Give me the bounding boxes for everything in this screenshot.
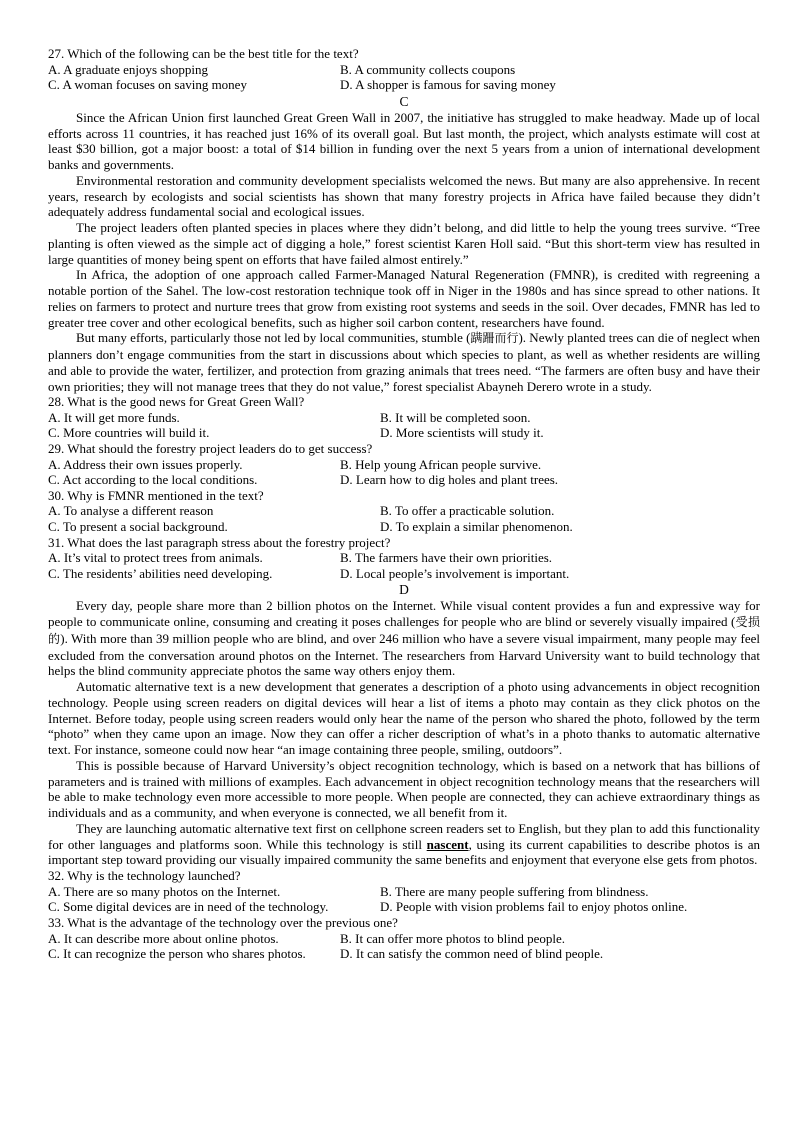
- passage-d-paragraph-4: [48, 821, 760, 868]
- question-30-stem: 30. Why is FMNR mentioned in the text?: [48, 487, 264, 503]
- question-32-option-b[interactable]: B. There are many people suffering from blindness.: [380, 883, 649, 899]
- question-32-option-a[interactable]: A. There are so many photos on the Internet.: [48, 883, 281, 899]
- question-28-option-d[interactable]: D. More scientists will study it.: [380, 425, 544, 441]
- passage-d-paragraph-1: [48, 598, 760, 679]
- passage-d-p4-text-after-emphasis: , using its current capabilities to describe photos is an important step toward providing our visually impaired community the same benefits and enjoyment that everyone else gets from photos.: [48, 836, 760, 868]
- question-28-option-c[interactable]: C. More countries will build it.: [48, 425, 210, 441]
- question-28-option-b[interactable]: B. It will be completed soon.: [380, 409, 531, 425]
- question-33-option-b[interactable]: B. It can offer more photos to blind people.: [340, 930, 566, 946]
- question-31-stem: 31. What does the last paragraph stress about the forestry project?: [48, 534, 391, 550]
- question-33-option-d[interactable]: D. It can satisfy the common need of blind people.: [340, 946, 604, 962]
- question-28-option-a[interactable]: A. It will get more funds.: [48, 409, 180, 425]
- passage-c-paragraph-3: The project leaders often planted species in places where they didn’t belong, and did little to help the young trees survive. “Tree planting is often viewed as the simple act of digging a hole,” forest scientist Karen Holl said. “But this short-term view has resulted in large quantities of money being spent on efforts that have failed almost entirely.”: [48, 220, 760, 267]
- question-31-option-d[interactable]: D. Local people’s involvement is important.: [340, 565, 570, 581]
- question-32-stem: 32. Why is the technology launched?: [48, 868, 241, 884]
- section-d-letter: D: [399, 582, 409, 598]
- passage-c-paragraph-4: In Africa, the adoption of one approach called Farmer-Managed Natural Regeneration (FMNR), is credited with regreening a notable portion of the Sahel. The low-cost restoration technique took off in Niger in the 1980s and has since spread to other nations. It relies on farmers to protect and nurture trees that grow from existing root systems and seeds in the soil. Over decades, FMNR has led to greater tree cover and other ecological benefits, such as higher soil carbon content, researchers have found.: [48, 267, 760, 330]
- question-31-options-row-1: [48, 550, 760, 566]
- question-30-option-a[interactable]: A. To analyse a different reason: [48, 503, 214, 519]
- passage-d-p1-text-after-gloss: ). With more than 39 million people who are blind, and over 246 million who have a severe visual impairment, many people may feel excluded from the conversation around photos on the Internet. The researchers from Harvard University want to build technology that helps the blind community appreciate photos the same way others enjoy them.: [48, 630, 760, 679]
- document-content: [48, 46, 760, 962]
- question-29-options-row-2: [48, 472, 760, 488]
- question-32-options-row-1: [48, 884, 760, 900]
- question-27-option-a[interactable]: A. A graduate enjoys shopping: [48, 61, 208, 77]
- question-32-options-row-2: [48, 899, 760, 915]
- question-29-option-a[interactable]: A. Address their own issues properly.: [48, 456, 243, 472]
- question-30-option-d[interactable]: D. To explain a similar phenomenon.: [380, 519, 573, 535]
- passage-c-p5-text-before-gloss: But many efforts, particularly those not led by local communities, stumble (: [76, 330, 471, 346]
- question-29-options-row-1: [48, 457, 760, 473]
- passage-d-p1-chinese-gloss: 受损的: [48, 615, 760, 646]
- question-27-option-c[interactable]: C. A woman focuses on saving money: [48, 77, 247, 93]
- question-30-option-c[interactable]: C. To present a social background.: [48, 519, 228, 535]
- question-33-options-row-2: [48, 946, 760, 962]
- question-29-option-b[interactable]: B. Help young African people survive.: [340, 456, 542, 472]
- question-27-stem: 27. Which of the following can be the best title for the text?: [48, 46, 359, 61]
- question-30-option-b[interactable]: B. To offer a practicable solution.: [380, 503, 555, 519]
- question-33-option-c[interactable]: C. It can recognize the person who shares photos.: [48, 946, 306, 962]
- question-29-stem: 29. What should the forestry project leaders do to get success?: [48, 441, 373, 457]
- passage-c-p5-chinese-gloss: 蹒跚而行: [470, 331, 519, 346]
- question-31-options-row-2: [48, 566, 760, 582]
- question-28-options-row-1: [48, 410, 760, 426]
- question-31-option-c[interactable]: C. The residents’ abilities need developing.: [48, 565, 273, 581]
- question-27-option-d[interactable]: D. A shopper is famous for saving money: [340, 77, 556, 93]
- question-30-options-row-2: [48, 519, 760, 535]
- question-32-option-d[interactable]: D. People with vision problems fail to enjoy photos online.: [380, 899, 688, 915]
- passage-d-paragraph-2: Automatic alternative text is a new development that generates a description of a photo using advancements in object recognition technology. People using screen readers on digital devices will hear a list of items a photo may contain as they click photos on the Internet. Before today, people using screen readers would only hear the name of the person who shared the photo, followed by the term “photo” when they came upon an image. Now they can offer a richer description of what’s in a photo thanks to automatic alternative text. For instance, someone could now hear “an image containing three people, smiling, outdoors”.: [48, 679, 760, 758]
- question-27-answer: C: [399, 93, 409, 109]
- question-27-options-row-2: [48, 77, 760, 93]
- question-31-option-b[interactable]: B. The farmers have their own priorities.: [340, 550, 553, 566]
- question-27-options-row-1: [48, 62, 760, 78]
- question-33-option-a[interactable]: A. It can describe more about online photos.: [48, 930, 279, 946]
- question-27-option-b[interactable]: B. A community collects coupons: [340, 61, 516, 77]
- question-28-options-row-2: [48, 425, 760, 441]
- passage-d-p4-emphasized-word: nascent: [426, 836, 469, 852]
- question-29-option-c[interactable]: C. Act according to the local conditions.: [48, 472, 258, 488]
- question-33-options-row-1: [48, 931, 760, 947]
- passage-c-paragraph-5: [48, 330, 760, 394]
- question-32-option-c[interactable]: C. Some digital devices are in need of the technology.: [48, 899, 329, 915]
- question-30-options-row-1: [48, 503, 760, 519]
- passage-d-p1-text-before-gloss: Every day, people share more than 2 billion photos on the Internet. While visual content provides a fun and expressive way for people to communicate online, consuming and creating it poses challenges for people who are blind or severely visually impaired (: [48, 598, 760, 630]
- passage-c-p5-text-after-gloss: ). Newly planted trees can die of neglect when planners don’t engage communities from the start in discussions about which species to plant, as well as whether residents are willing and able to provide the water, fertilizer, and protection from grazing animals that trees need. “The farmers are often busy and have their own priorities; they will not manage trees that they do not value,” forest specialist Abayneh Derero wrote in a study.: [48, 330, 760, 394]
- question-29-option-d[interactable]: D. Learn how to dig holes and plant trees.: [340, 472, 559, 488]
- question-33-stem: 33. What is the advantage of the technology over the previous one?: [48, 914, 398, 930]
- passage-d-p4-text-before-emphasis: They are launching automatic alternative text first on cellphone screen readers set to English, but they plan to add this functionality for other languages and platforms soon. While this technology is still: [48, 820, 760, 852]
- question-28-stem: 28. What is the good news for Great Green Wall?: [48, 394, 305, 410]
- passage-c-paragraph-1: Since the African Union first launched Great Green Wall in 2007, the initiative has struggled to make headway. Made up of local efforts across 11 countries, it has reached just 16% of its overall goal. But last month, the project, which analysts estimate will cost at least $30 billion, got a major boost: a total of $14 billion in funding over the next 5 years from a union of international development banks and governments.: [48, 109, 760, 173]
- passage-d-paragraph-3: This is possible because of Harvard University’s object recognition technology, which is based on a network that has billions of parameters and is trained with millions of examples. Each advancement in object recognition technology means that the researchers will be able to make technology even more accessible to more people. When people are connected, they can achieve extraordinary things as individuals and as a community, and when everyone is connected, we all benefit from it.: [48, 757, 760, 821]
- passage-c-paragraph-2: Environmental restoration and community development specialists welcomed the news. But many are also apprehensive. In recent years, research by ecologists and social scientists has shown that many forestry projects in Africa have failed because they didn’t adequately address fundamental social and ecological issues.: [48, 172, 760, 220]
- question-31-option-a[interactable]: A. It’s vital to protect trees from animals.: [48, 550, 263, 566]
